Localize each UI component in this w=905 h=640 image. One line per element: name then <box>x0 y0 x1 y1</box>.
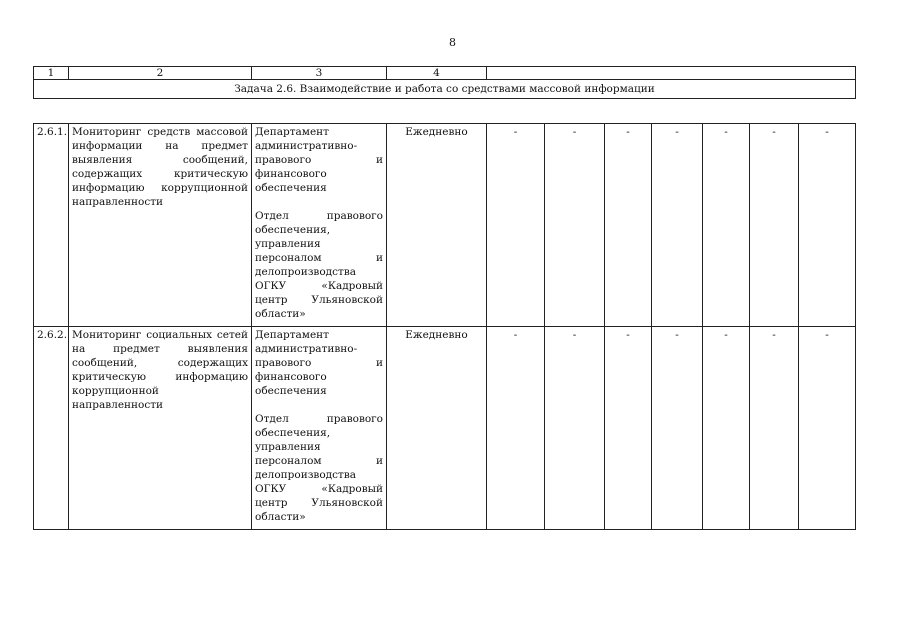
value-cell: - <box>545 124 605 327</box>
value-cell: - <box>605 327 652 530</box>
table-row <box>34 124 856 327</box>
header-row <box>34 67 856 80</box>
responsible-office: Отдел правового обеспечения, управления персоналом и делопроизводства ОГКУ «Кадровый центр Ульяновской области» <box>255 210 383 320</box>
row-number: 2.6.2. <box>34 327 69 530</box>
value-cell: - <box>799 124 856 327</box>
header-cell-empty <box>487 67 856 80</box>
value-cell: - <box>703 327 750 530</box>
header-cell: 2 <box>69 67 252 80</box>
value-cell: - <box>487 124 545 327</box>
row-number: 2.6.1. <box>34 124 69 327</box>
value-cell: - <box>652 327 703 530</box>
row-responsible <box>252 327 387 530</box>
responsible-department: Департамент административно-правового и финансового обеспечения <box>255 329 383 397</box>
header-cell: 3 <box>252 67 387 80</box>
spacer-row <box>34 99 856 124</box>
header-cell: 1 <box>34 67 69 80</box>
header-cell: 4 <box>387 67 487 80</box>
row-responsible <box>252 124 387 327</box>
task-title: Задача 2.6. Взаимодействие и работа со средствами массовой информации <box>34 80 856 99</box>
spacer-cell <box>34 99 856 124</box>
value-cell: - <box>799 327 856 530</box>
value-cell: - <box>703 124 750 327</box>
value-cell: - <box>750 124 799 327</box>
row-description: Мониторинг средств массовой информации на предмет выявления сообщений, содержащих критическую информацию коррупционной направленности <box>69 124 252 327</box>
responsible-department: Департамент административно-правового и финансового обеспечения <box>255 126 383 194</box>
responsible-office: Отдел правового обеспечения, управления персоналом и делопроизводства ОГКУ «Кадровый центр Ульяновской области» <box>255 413 383 523</box>
table-row <box>34 327 856 530</box>
value-cell: - <box>750 327 799 530</box>
row-description: Мониторинг социальных сетей на предмет выявления сообщений, содержащих критическую информацию коррупционной направленности <box>69 327 252 530</box>
task-row <box>34 80 856 99</box>
row-period: Ежедневно <box>387 327 487 530</box>
value-cell: - <box>545 327 605 530</box>
measures-table <box>33 66 856 530</box>
value-cell: - <box>652 124 703 327</box>
row-period: Ежедневно <box>387 124 487 327</box>
page-number: 8 <box>449 36 456 49</box>
value-cell: - <box>487 327 545 530</box>
value-cell: - <box>605 124 652 327</box>
